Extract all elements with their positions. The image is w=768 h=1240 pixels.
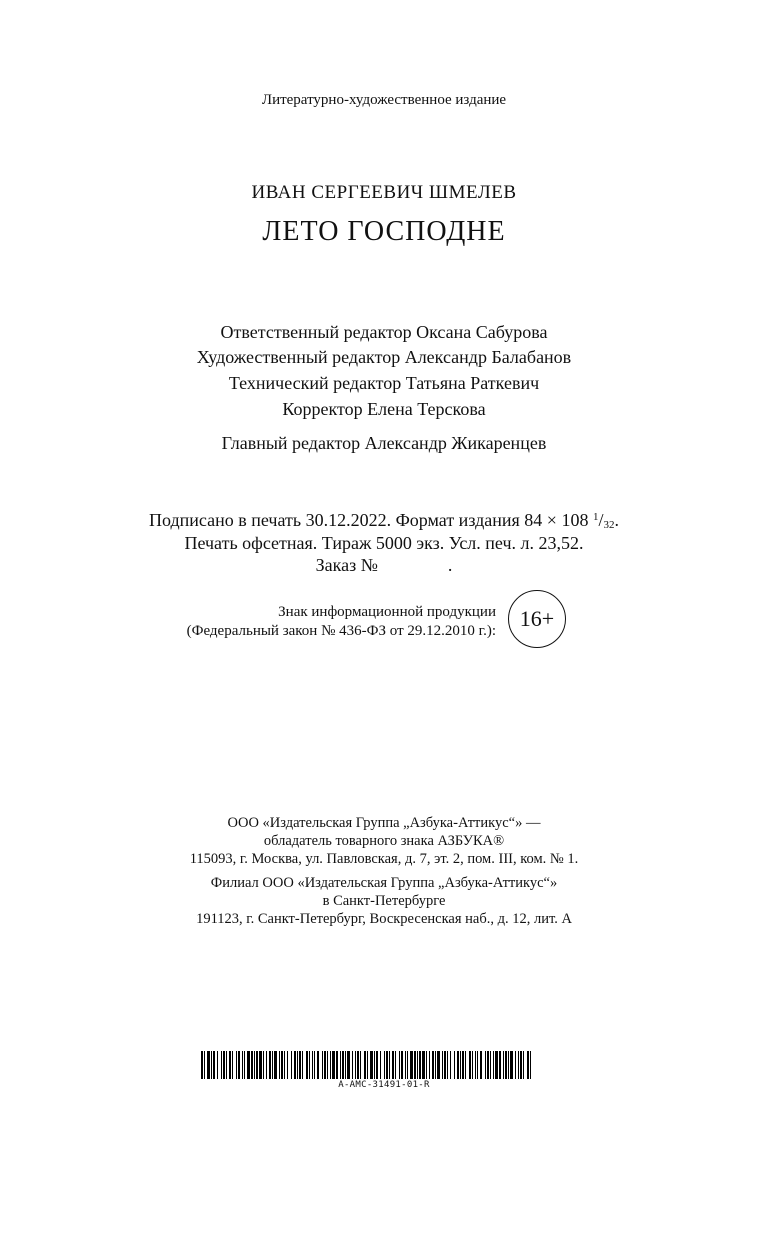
print-info-text: Подписано в печать 30.12.2022. Формат издания 84 × 108 [149, 510, 593, 530]
barcode-bar [465, 1051, 466, 1079]
barcode-bar [232, 1051, 233, 1079]
barcode-bar [223, 1051, 225, 1079]
barcode-bar [417, 1051, 418, 1079]
barcode-bar [211, 1051, 212, 1079]
staff-line: Ответственный редактор Оксана Сабурова [220, 322, 548, 342]
barcode-bar [254, 1051, 255, 1079]
barcode-bar [294, 1051, 296, 1079]
age-rating-badge: 16+ [508, 590, 566, 648]
chief-editor-line: Главный редактор Александр Жикаренцев [221, 433, 547, 453]
publisher-line: ООО «Издательская Группа „Азбука-Аттикус“» — [227, 815, 541, 831]
barcode-bar [324, 1051, 326, 1079]
barcode-bar [217, 1051, 218, 1079]
barcode-bar [309, 1051, 310, 1079]
barcode-bar [460, 1051, 461, 1079]
barcode-bar [457, 1051, 459, 1079]
order-line: Заказ № . [315, 555, 453, 575]
barcode-bar [386, 1051, 388, 1079]
publisher-line: обладатель товарного знака АЗБУКА® [263, 833, 505, 849]
barcode-bar [374, 1051, 375, 1079]
barcode [201, 1051, 531, 1079]
barcode-bar [287, 1051, 288, 1079]
publisher-address: 115093, г. Москва, ул. Павловская, д. 7, эт. 2, пом. III, ком. № 1. [189, 851, 579, 867]
barcode-bar [251, 1051, 253, 1079]
barcode-bar [435, 1051, 436, 1079]
barcode-bar [244, 1051, 245, 1079]
barcode-bar [523, 1051, 524, 1079]
branch-line: в Санкт-Петербурге [322, 893, 446, 909]
barcode-bar [508, 1051, 509, 1079]
book-title: ЛЕТО ГОСПОДНЕ [262, 216, 506, 247]
barcode-bar [401, 1051, 403, 1079]
staff-line: Художественный редактор Александр Балабанов [196, 347, 572, 367]
barcode-bar [444, 1051, 446, 1079]
barcode-bar [312, 1051, 313, 1079]
order-label: Заказ № [315, 555, 378, 575]
barcode-bar [327, 1051, 328, 1079]
barcode-bar [229, 1051, 231, 1079]
barcode-bar [279, 1051, 280, 1079]
barcode-bar [352, 1051, 353, 1079]
barcode-bar [332, 1051, 335, 1079]
barcode-bar [485, 1051, 486, 1079]
barcode-bar [360, 1051, 361, 1079]
barcode-bar [364, 1051, 366, 1079]
staff-line: Корректор Елена Терскова [282, 399, 486, 419]
barcode-bar [330, 1051, 331, 1079]
barcode-bar [454, 1051, 455, 1079]
barcode-bar [407, 1051, 408, 1079]
barcode-label: A-AMC-31491-01-R [338, 1080, 430, 1090]
barcode-bar [242, 1051, 243, 1079]
barcode-bar [475, 1051, 476, 1079]
barcode-bar [291, 1051, 292, 1079]
barcode-bar [340, 1051, 341, 1079]
barcode-bar [302, 1051, 303, 1079]
age-sign-label: Знак информационной продукции [278, 604, 496, 620]
barcode-bar [266, 1051, 267, 1079]
barcode-bar [226, 1051, 227, 1079]
barcode-bar [505, 1051, 507, 1079]
barcode-bar [236, 1051, 237, 1079]
barcode-bar [472, 1051, 473, 1079]
barcode-bar [213, 1051, 215, 1079]
barcode-bar [376, 1051, 378, 1079]
barcode-bar [207, 1051, 210, 1079]
barcode-bar [367, 1051, 368, 1079]
barcode-bar [395, 1051, 396, 1079]
barcode-bar [389, 1051, 390, 1079]
barcode-bar [429, 1051, 430, 1079]
barcode-bar [284, 1051, 285, 1079]
barcode-bar [201, 1051, 203, 1079]
barcode-bar [450, 1051, 451, 1079]
branch-address: 191123, г. Санкт-Петербург, Воскресенская наб., д. 12, лит. А [196, 911, 572, 927]
barcode-bar [357, 1051, 359, 1079]
barcode-bar [322, 1051, 323, 1079]
author-name: ИВАН СЕРГЕЕВИЧ ШМЕЛЕВ [251, 182, 517, 203]
barcode-bar [515, 1051, 516, 1079]
barcode-bar [447, 1051, 448, 1079]
barcode-bar [405, 1051, 406, 1079]
barcode-bar [499, 1051, 501, 1079]
barcode-bar [530, 1051, 531, 1079]
barcode-bar [414, 1051, 416, 1079]
barcode-bar [256, 1051, 258, 1079]
barcode-bar [432, 1051, 434, 1079]
barcode-bar [274, 1051, 277, 1079]
print-info-line-1: Подписано в печать 30.12.2022. Формат издания 84 × 108 $^1/_{32}$. [149, 510, 619, 531]
barcode-bar [384, 1051, 385, 1079]
barcode-bar [510, 1051, 513, 1079]
barcode-bar [503, 1051, 504, 1079]
barcode-bar [392, 1051, 394, 1079]
barcode-bar [204, 1051, 205, 1079]
staff-line: Технический редактор Татьяна Раткевич [228, 373, 540, 393]
barcode-bar [493, 1051, 494, 1079]
barcode-bar [495, 1051, 498, 1079]
barcode-bar [419, 1051, 421, 1079]
barcode-bar [317, 1051, 319, 1079]
barcode-bar [347, 1051, 350, 1079]
barcode-bar [259, 1051, 262, 1079]
barcode-bar [410, 1051, 413, 1079]
barcode-bar [281, 1051, 283, 1079]
barcode-bar [477, 1051, 478, 1079]
barcode-bar [238, 1051, 240, 1079]
barcode-bar [297, 1051, 298, 1079]
barcode-bar [306, 1051, 308, 1079]
barcode-bar [518, 1051, 519, 1079]
barcode-bar [527, 1051, 529, 1079]
barcode-bar [462, 1051, 464, 1079]
branch-line: Филиал ООО «Издательская Группа „Азбука-Аттикус“» [210, 875, 558, 891]
barcode-bar [342, 1051, 344, 1079]
barcode-bar [469, 1051, 471, 1079]
barcode-bar [426, 1051, 427, 1079]
barcode-bar [487, 1051, 489, 1079]
barcode-bar [345, 1051, 346, 1079]
barcode-bar [314, 1051, 315, 1079]
barcode-bar [370, 1051, 373, 1079]
barcode-bar [355, 1051, 356, 1079]
barcode-bar [263, 1051, 264, 1079]
print-info-line-2: Печать офсетная. Тираж 5000 экз. Усл. печ. л. 23,52. [184, 533, 584, 553]
genre-note: Литературно-художественное издание [261, 92, 507, 108]
barcode-bar [422, 1051, 425, 1079]
barcode-bar [247, 1051, 250, 1079]
format-fraction: $^1/_{32}$ [592, 510, 615, 531]
barcode-bar [480, 1051, 482, 1079]
barcode-bar [269, 1051, 271, 1079]
barcode-bar [299, 1051, 301, 1079]
barcode-bar [490, 1051, 491, 1079]
barcode-bar [520, 1051, 522, 1079]
age-sign-law: (Федеральный закон № 436-ФЗ от 29.12.2010 г.): [186, 623, 496, 639]
barcode-bar [272, 1051, 273, 1079]
barcode-bar [442, 1051, 443, 1079]
barcode-bar [437, 1051, 440, 1079]
barcode-bar [399, 1051, 400, 1079]
barcode-bar [221, 1051, 222, 1079]
barcode-bar [380, 1051, 381, 1079]
barcode-bar [336, 1051, 338, 1079]
